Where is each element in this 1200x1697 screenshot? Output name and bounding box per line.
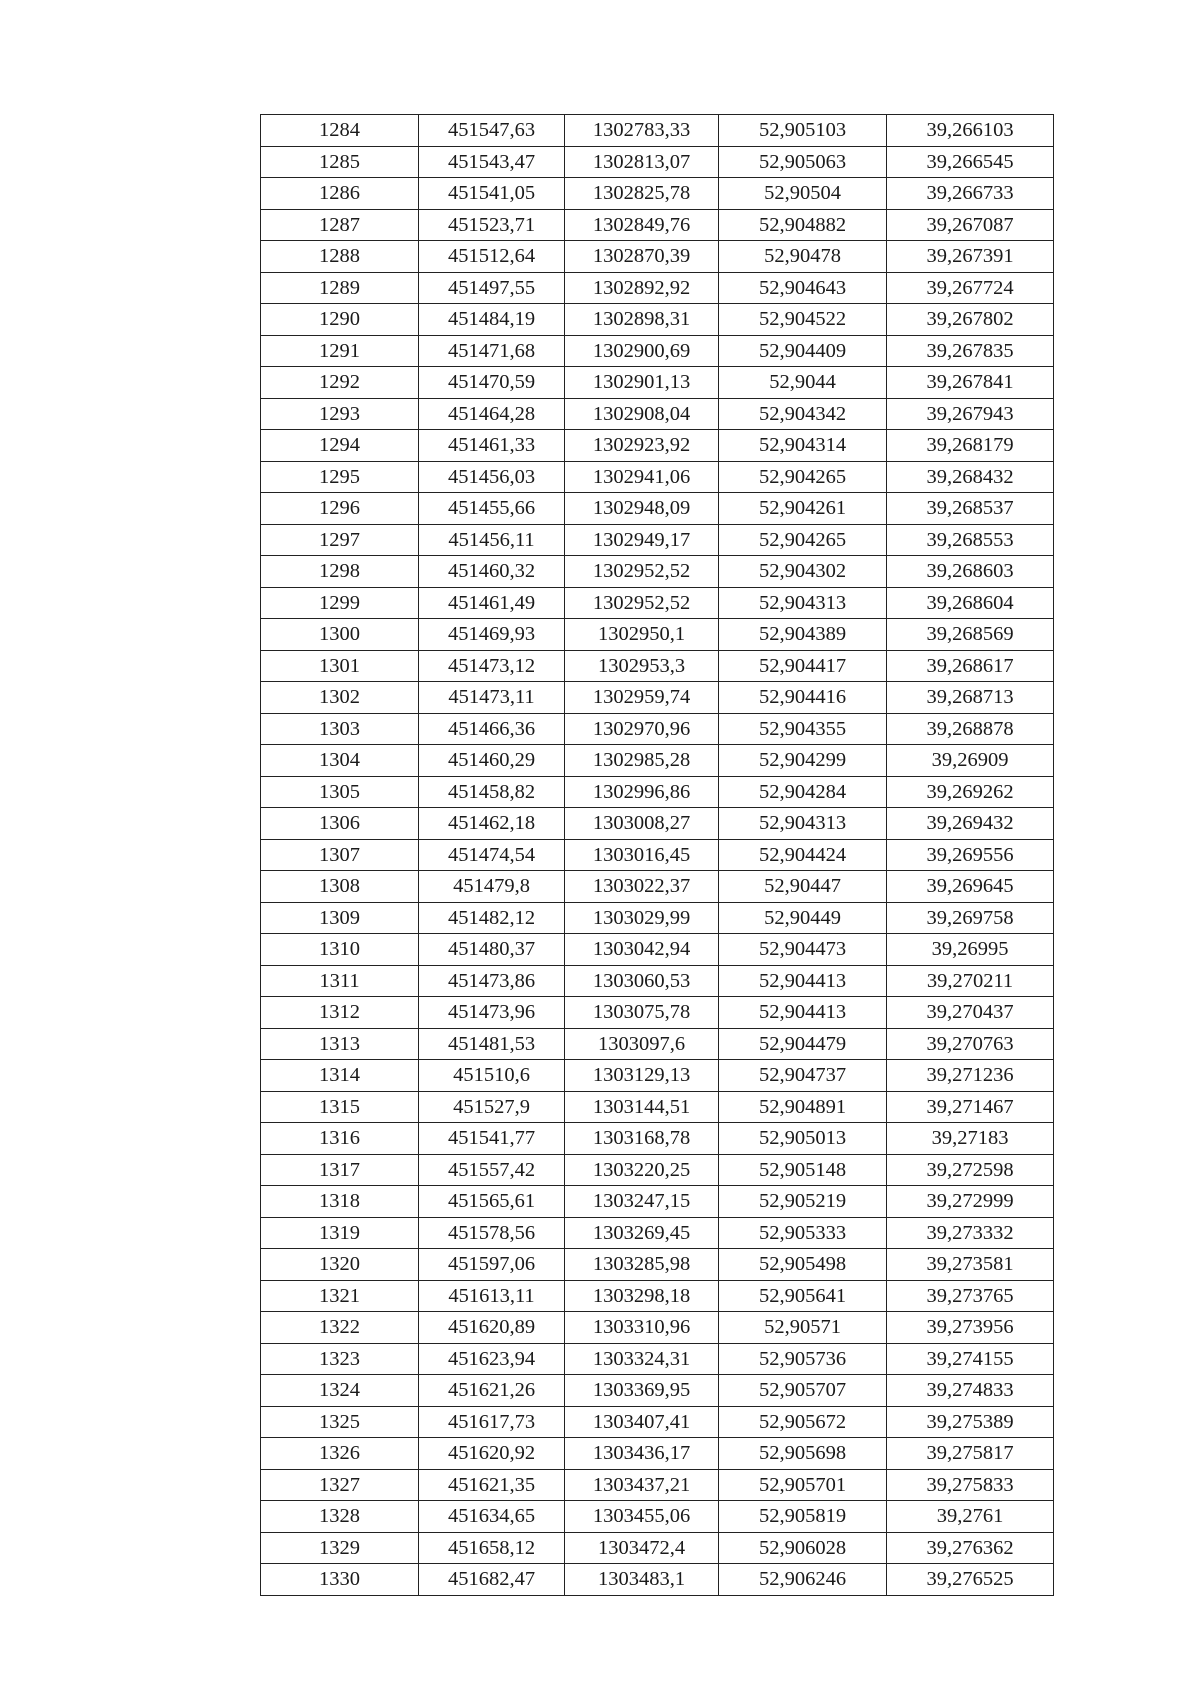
y-coordinate-cell: 1302985,28	[565, 745, 719, 777]
point-number-cell: 1306	[261, 808, 419, 840]
longitude-cell: 39,273956	[887, 1312, 1054, 1344]
table-row	[261, 1501, 1054, 1533]
point-number-cell: 1314	[261, 1060, 419, 1092]
table-row	[261, 335, 1054, 367]
longitude-cell: 39,269645	[887, 871, 1054, 903]
point-number-cell: 1311	[261, 965, 419, 997]
longitude-cell: 39,267802	[887, 304, 1054, 336]
point-number-cell: 1308	[261, 871, 419, 903]
y-coordinate-cell: 1303168,78	[565, 1123, 719, 1155]
latitude-cell: 52,905063	[719, 146, 887, 178]
latitude-cell: 52,904413	[719, 997, 887, 1029]
y-coordinate-cell: 1303310,96	[565, 1312, 719, 1344]
point-number-cell: 1309	[261, 902, 419, 934]
x-coordinate-cell: 451621,35	[419, 1469, 565, 1501]
longitude-cell: 39,275389	[887, 1406, 1054, 1438]
y-coordinate-cell: 1303042,94	[565, 934, 719, 966]
longitude-cell: 39,272999	[887, 1186, 1054, 1218]
longitude-cell: 39,273765	[887, 1280, 1054, 1312]
latitude-cell: 52,9044	[719, 367, 887, 399]
latitude-cell: 52,904891	[719, 1091, 887, 1123]
latitude-cell: 52,905707	[719, 1375, 887, 1407]
table-row	[261, 430, 1054, 462]
y-coordinate-cell: 1303220,25	[565, 1154, 719, 1186]
point-number-cell: 1289	[261, 272, 419, 304]
latitude-cell: 52,905148	[719, 1154, 887, 1186]
latitude-cell: 52,904522	[719, 304, 887, 336]
point-number-cell: 1288	[261, 241, 419, 273]
table-row	[261, 304, 1054, 336]
x-coordinate-cell: 451481,53	[419, 1028, 565, 1060]
x-coordinate-cell: 451617,73	[419, 1406, 565, 1438]
x-coordinate-cell: 451543,47	[419, 146, 565, 178]
longitude-cell: 39,275817	[887, 1438, 1054, 1470]
coordinates-table	[260, 114, 1054, 1596]
x-coordinate-cell: 451471,68	[419, 335, 565, 367]
longitude-cell: 39,276362	[887, 1532, 1054, 1564]
y-coordinate-cell: 1302892,92	[565, 272, 719, 304]
latitude-cell: 52,904389	[719, 619, 887, 651]
x-coordinate-cell: 451480,37	[419, 934, 565, 966]
table-row	[261, 839, 1054, 871]
y-coordinate-cell: 1303369,95	[565, 1375, 719, 1407]
table-row	[261, 871, 1054, 903]
longitude-cell: 39,271236	[887, 1060, 1054, 1092]
table-row	[261, 1564, 1054, 1596]
table-row	[261, 1406, 1054, 1438]
latitude-cell: 52,905698	[719, 1438, 887, 1470]
x-coordinate-cell: 451634,65	[419, 1501, 565, 1533]
x-coordinate-cell: 451682,47	[419, 1564, 565, 1596]
y-coordinate-cell: 1303247,15	[565, 1186, 719, 1218]
y-coordinate-cell: 1302953,3	[565, 650, 719, 682]
y-coordinate-cell: 1303029,99	[565, 902, 719, 934]
latitude-cell: 52,90449	[719, 902, 887, 934]
table-row	[261, 272, 1054, 304]
latitude-cell: 52,905013	[719, 1123, 887, 1155]
table-row	[261, 965, 1054, 997]
table-row	[261, 1343, 1054, 1375]
y-coordinate-cell: 1302900,69	[565, 335, 719, 367]
point-number-cell: 1307	[261, 839, 419, 871]
longitude-cell: 39,266733	[887, 178, 1054, 210]
x-coordinate-cell: 451621,26	[419, 1375, 565, 1407]
coordinates-table-body	[261, 115, 1054, 1596]
y-coordinate-cell: 1303022,37	[565, 871, 719, 903]
point-number-cell: 1316	[261, 1123, 419, 1155]
longitude-cell: 39,269262	[887, 776, 1054, 808]
point-number-cell: 1319	[261, 1217, 419, 1249]
point-number-cell: 1329	[261, 1532, 419, 1564]
x-coordinate-cell: 451464,28	[419, 398, 565, 430]
point-number-cell: 1294	[261, 430, 419, 462]
longitude-cell: 39,26909	[887, 745, 1054, 777]
y-coordinate-cell: 1302970,96	[565, 713, 719, 745]
table-row	[261, 713, 1054, 745]
y-coordinate-cell: 1303324,31	[565, 1343, 719, 1375]
x-coordinate-cell: 451460,32	[419, 556, 565, 588]
longitude-cell: 39,266103	[887, 115, 1054, 147]
table-row	[261, 587, 1054, 619]
point-number-cell: 1312	[261, 997, 419, 1029]
y-coordinate-cell: 1302952,52	[565, 587, 719, 619]
point-number-cell: 1322	[261, 1312, 419, 1344]
table-row	[261, 1091, 1054, 1123]
longitude-cell: 39,268713	[887, 682, 1054, 714]
longitude-cell: 39,268617	[887, 650, 1054, 682]
longitude-cell: 39,272598	[887, 1154, 1054, 1186]
x-coordinate-cell: 451474,54	[419, 839, 565, 871]
point-number-cell: 1290	[261, 304, 419, 336]
latitude-cell: 52,905701	[719, 1469, 887, 1501]
longitude-cell: 39,267724	[887, 272, 1054, 304]
latitude-cell: 52,904314	[719, 430, 887, 462]
y-coordinate-cell: 1303298,18	[565, 1280, 719, 1312]
y-coordinate-cell: 1302898,31	[565, 304, 719, 336]
y-coordinate-cell: 1303455,06	[565, 1501, 719, 1533]
table-row	[261, 619, 1054, 651]
latitude-cell: 52,904313	[719, 808, 887, 840]
longitude-cell: 39,267087	[887, 209, 1054, 241]
longitude-cell: 39,270437	[887, 997, 1054, 1029]
x-coordinate-cell: 451620,92	[419, 1438, 565, 1470]
longitude-cell: 39,274833	[887, 1375, 1054, 1407]
x-coordinate-cell: 451620,89	[419, 1312, 565, 1344]
latitude-cell: 52,904284	[719, 776, 887, 808]
longitude-cell: 39,268878	[887, 713, 1054, 745]
x-coordinate-cell: 451461,49	[419, 587, 565, 619]
point-number-cell: 1325	[261, 1406, 419, 1438]
y-coordinate-cell: 1303008,27	[565, 808, 719, 840]
latitude-cell: 52,905736	[719, 1343, 887, 1375]
latitude-cell: 52,90447	[719, 871, 887, 903]
latitude-cell: 52,905819	[719, 1501, 887, 1533]
table-row	[261, 650, 1054, 682]
x-coordinate-cell: 451473,86	[419, 965, 565, 997]
latitude-cell: 52,906246	[719, 1564, 887, 1596]
point-number-cell: 1285	[261, 146, 419, 178]
longitude-cell: 39,267391	[887, 241, 1054, 273]
y-coordinate-cell: 1303016,45	[565, 839, 719, 871]
latitude-cell: 52,905498	[719, 1249, 887, 1281]
table-row	[261, 808, 1054, 840]
table-row	[261, 1438, 1054, 1470]
table-row	[261, 1375, 1054, 1407]
point-number-cell: 1295	[261, 461, 419, 493]
point-number-cell: 1321	[261, 1280, 419, 1312]
latitude-cell: 52,904413	[719, 965, 887, 997]
table-row	[261, 997, 1054, 1029]
x-coordinate-cell: 451623,94	[419, 1343, 565, 1375]
table-row	[261, 776, 1054, 808]
table-row	[261, 682, 1054, 714]
point-number-cell: 1328	[261, 1501, 419, 1533]
x-coordinate-cell: 451523,71	[419, 209, 565, 241]
point-number-cell: 1300	[261, 619, 419, 651]
latitude-cell: 52,904882	[719, 209, 887, 241]
x-coordinate-cell: 451541,77	[419, 1123, 565, 1155]
point-number-cell: 1296	[261, 493, 419, 525]
latitude-cell: 52,904313	[719, 587, 887, 619]
latitude-cell: 52,904424	[719, 839, 887, 871]
table-row	[261, 1217, 1054, 1249]
point-number-cell: 1323	[261, 1343, 419, 1375]
table-row	[261, 1123, 1054, 1155]
longitude-cell: 39,268537	[887, 493, 1054, 525]
point-number-cell: 1293	[261, 398, 419, 430]
table-row	[261, 398, 1054, 430]
y-coordinate-cell: 1302952,52	[565, 556, 719, 588]
y-coordinate-cell: 1302948,09	[565, 493, 719, 525]
y-coordinate-cell: 1302908,04	[565, 398, 719, 430]
latitude-cell: 52,904342	[719, 398, 887, 430]
x-coordinate-cell: 451510,6	[419, 1060, 565, 1092]
point-number-cell: 1302	[261, 682, 419, 714]
table-row	[261, 146, 1054, 178]
y-coordinate-cell: 1302813,07	[565, 146, 719, 178]
x-coordinate-cell: 451462,18	[419, 808, 565, 840]
table-row	[261, 1028, 1054, 1060]
latitude-cell: 52,904417	[719, 650, 887, 682]
x-coordinate-cell: 451578,56	[419, 1217, 565, 1249]
x-coordinate-cell: 451527,9	[419, 1091, 565, 1123]
latitude-cell: 52,904299	[719, 745, 887, 777]
latitude-cell: 52,904409	[719, 335, 887, 367]
table-row	[261, 1154, 1054, 1186]
y-coordinate-cell: 1303144,51	[565, 1091, 719, 1123]
x-coordinate-cell: 451613,11	[419, 1280, 565, 1312]
point-number-cell: 1317	[261, 1154, 419, 1186]
x-coordinate-cell: 451484,19	[419, 304, 565, 336]
point-number-cell: 1324	[261, 1375, 419, 1407]
x-coordinate-cell: 451469,93	[419, 619, 565, 651]
latitude-cell: 52,904416	[719, 682, 887, 714]
x-coordinate-cell: 451456,11	[419, 524, 565, 556]
point-number-cell: 1298	[261, 556, 419, 588]
x-coordinate-cell: 451658,12	[419, 1532, 565, 1564]
point-number-cell: 1320	[261, 1249, 419, 1281]
y-coordinate-cell: 1303407,41	[565, 1406, 719, 1438]
y-coordinate-cell: 1302996,86	[565, 776, 719, 808]
x-coordinate-cell: 451456,03	[419, 461, 565, 493]
y-coordinate-cell: 1302825,78	[565, 178, 719, 210]
y-coordinate-cell: 1302783,33	[565, 115, 719, 147]
x-coordinate-cell: 451497,55	[419, 272, 565, 304]
point-number-cell: 1318	[261, 1186, 419, 1218]
x-coordinate-cell: 451466,36	[419, 713, 565, 745]
x-coordinate-cell: 451541,05	[419, 178, 565, 210]
y-coordinate-cell: 1303097,6	[565, 1028, 719, 1060]
point-number-cell: 1304	[261, 745, 419, 777]
latitude-cell: 52,904302	[719, 556, 887, 588]
longitude-cell: 39,270211	[887, 965, 1054, 997]
table-row	[261, 1060, 1054, 1092]
y-coordinate-cell: 1302849,76	[565, 209, 719, 241]
point-number-cell: 1327	[261, 1469, 419, 1501]
y-coordinate-cell: 1302901,13	[565, 367, 719, 399]
x-coordinate-cell: 451455,66	[419, 493, 565, 525]
longitude-cell: 39,267841	[887, 367, 1054, 399]
y-coordinate-cell: 1302950,1	[565, 619, 719, 651]
y-coordinate-cell: 1302959,74	[565, 682, 719, 714]
table-row	[261, 745, 1054, 777]
point-number-cell: 1330	[261, 1564, 419, 1596]
table-row	[261, 934, 1054, 966]
x-coordinate-cell: 451557,42	[419, 1154, 565, 1186]
latitude-cell: 52,90478	[719, 241, 887, 273]
x-coordinate-cell: 451565,61	[419, 1186, 565, 1218]
table-row	[261, 241, 1054, 273]
longitude-cell: 39,273581	[887, 1249, 1054, 1281]
table-row	[261, 209, 1054, 241]
longitude-cell: 39,268604	[887, 587, 1054, 619]
point-number-cell: 1303	[261, 713, 419, 745]
table-row	[261, 461, 1054, 493]
point-number-cell: 1292	[261, 367, 419, 399]
x-coordinate-cell: 451482,12	[419, 902, 565, 934]
point-number-cell: 1315	[261, 1091, 419, 1123]
table-row	[261, 556, 1054, 588]
x-coordinate-cell: 451458,82	[419, 776, 565, 808]
longitude-cell: 39,268179	[887, 430, 1054, 462]
y-coordinate-cell: 1303285,98	[565, 1249, 719, 1281]
point-number-cell: 1284	[261, 115, 419, 147]
table-row	[261, 178, 1054, 210]
latitude-cell: 52,905672	[719, 1406, 887, 1438]
table-row	[261, 1249, 1054, 1281]
longitude-cell: 39,268553	[887, 524, 1054, 556]
point-number-cell: 1291	[261, 335, 419, 367]
x-coordinate-cell: 451597,06	[419, 1249, 565, 1281]
longitude-cell: 39,271467	[887, 1091, 1054, 1123]
x-coordinate-cell: 451460,29	[419, 745, 565, 777]
latitude-cell: 52,904265	[719, 461, 887, 493]
table-row	[261, 493, 1054, 525]
y-coordinate-cell: 1303269,45	[565, 1217, 719, 1249]
latitude-cell: 52,904265	[719, 524, 887, 556]
x-coordinate-cell: 451547,63	[419, 115, 565, 147]
y-coordinate-cell: 1302949,17	[565, 524, 719, 556]
table-row	[261, 1532, 1054, 1564]
point-number-cell: 1286	[261, 178, 419, 210]
point-number-cell: 1287	[261, 209, 419, 241]
table-row	[261, 1469, 1054, 1501]
longitude-cell: 39,276525	[887, 1564, 1054, 1596]
table-row	[261, 1186, 1054, 1218]
longitude-cell: 39,269432	[887, 808, 1054, 840]
latitude-cell: 52,904643	[719, 272, 887, 304]
point-number-cell: 1297	[261, 524, 419, 556]
y-coordinate-cell: 1303075,78	[565, 997, 719, 1029]
latitude-cell: 52,904479	[719, 1028, 887, 1060]
y-coordinate-cell: 1303436,17	[565, 1438, 719, 1470]
point-number-cell: 1310	[261, 934, 419, 966]
latitude-cell: 52,904473	[719, 934, 887, 966]
latitude-cell: 52,904737	[719, 1060, 887, 1092]
table-row	[261, 1280, 1054, 1312]
point-number-cell: 1326	[261, 1438, 419, 1470]
latitude-cell: 52,905103	[719, 115, 887, 147]
longitude-cell: 39,266545	[887, 146, 1054, 178]
point-number-cell: 1299	[261, 587, 419, 619]
x-coordinate-cell: 451512,64	[419, 241, 565, 273]
x-coordinate-cell: 451461,33	[419, 430, 565, 462]
y-coordinate-cell: 1302870,39	[565, 241, 719, 273]
x-coordinate-cell: 451473,12	[419, 650, 565, 682]
table-row	[261, 115, 1054, 147]
longitude-cell: 39,268603	[887, 556, 1054, 588]
table-row	[261, 902, 1054, 934]
x-coordinate-cell: 451473,96	[419, 997, 565, 1029]
longitude-cell: 39,267835	[887, 335, 1054, 367]
y-coordinate-cell: 1303129,13	[565, 1060, 719, 1092]
y-coordinate-cell: 1303472,4	[565, 1532, 719, 1564]
x-coordinate-cell: 451470,59	[419, 367, 565, 399]
point-number-cell: 1313	[261, 1028, 419, 1060]
table-row	[261, 524, 1054, 556]
latitude-cell: 52,906028	[719, 1532, 887, 1564]
longitude-cell: 39,267943	[887, 398, 1054, 430]
latitude-cell: 52,905333	[719, 1217, 887, 1249]
longitude-cell: 39,275833	[887, 1469, 1054, 1501]
point-number-cell: 1301	[261, 650, 419, 682]
latitude-cell: 52,905641	[719, 1280, 887, 1312]
y-coordinate-cell: 1303060,53	[565, 965, 719, 997]
y-coordinate-cell: 1303437,21	[565, 1469, 719, 1501]
point-number-cell: 1305	[261, 776, 419, 808]
longitude-cell: 39,274155	[887, 1343, 1054, 1375]
latitude-cell: 52,90571	[719, 1312, 887, 1344]
longitude-cell: 39,26995	[887, 934, 1054, 966]
longitude-cell: 39,269556	[887, 839, 1054, 871]
table-row	[261, 1312, 1054, 1344]
latitude-cell: 52,904261	[719, 493, 887, 525]
y-coordinate-cell: 1303483,1	[565, 1564, 719, 1596]
longitude-cell: 39,268569	[887, 619, 1054, 651]
longitude-cell: 39,270763	[887, 1028, 1054, 1060]
longitude-cell: 39,268432	[887, 461, 1054, 493]
longitude-cell: 39,2761	[887, 1501, 1054, 1533]
latitude-cell: 52,905219	[719, 1186, 887, 1218]
longitude-cell: 39,273332	[887, 1217, 1054, 1249]
x-coordinate-cell: 451473,11	[419, 682, 565, 714]
y-coordinate-cell: 1302923,92	[565, 430, 719, 462]
latitude-cell: 52,904355	[719, 713, 887, 745]
table-row	[261, 367, 1054, 399]
longitude-cell: 39,27183	[887, 1123, 1054, 1155]
y-coordinate-cell: 1302941,06	[565, 461, 719, 493]
x-coordinate-cell: 451479,8	[419, 871, 565, 903]
longitude-cell: 39,269758	[887, 902, 1054, 934]
latitude-cell: 52,90504	[719, 178, 887, 210]
